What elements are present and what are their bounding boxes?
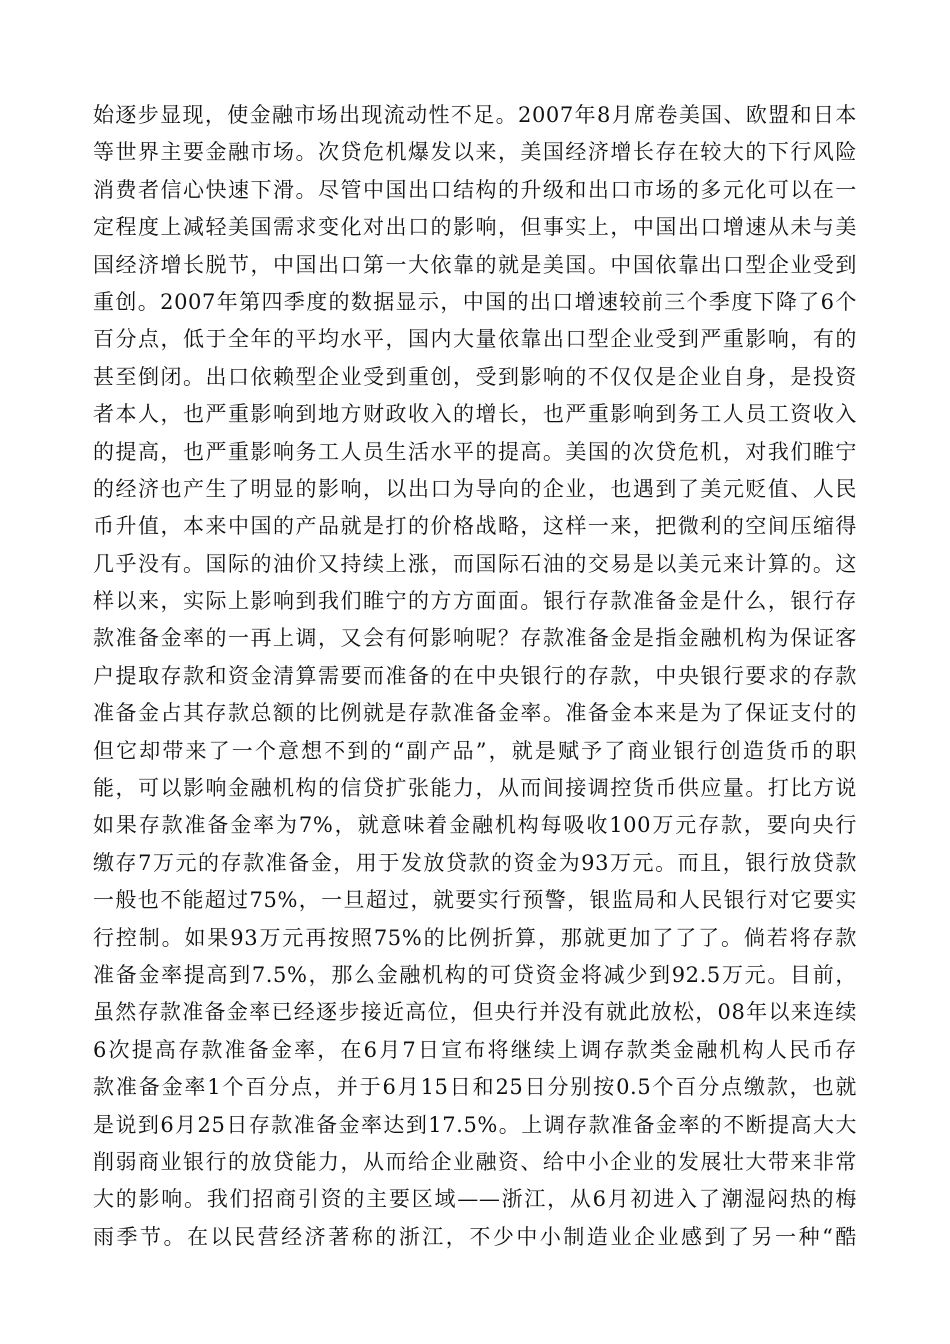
text-line: 但它却带来了一个意想不到的“副产品”，就是赋予了商业银行创造货币的职 xyxy=(93,738,857,763)
text-line: 是说到6月25日存款准备金率达到17.5%。上调存款准备金率的不断提高大大 xyxy=(93,1112,857,1137)
text-line: 百分点，低于全年的平均水平，国内大量依靠出口型企业受到严重影响，有的 xyxy=(93,327,857,352)
text-line: 虽然存款准备金率已经逐步接近高位，但央行并没有就此放松，08年以来连续 xyxy=(93,1000,857,1025)
text-line: 等世界主要金融市场。次贷危机爆发以来，美国经济增长存在较大的下行风险 xyxy=(93,140,857,165)
text-line: 准备金占其存款总额的比例就是存款准备金率。准备金本来是为了保证支付的 xyxy=(93,701,857,726)
text-line: 削弱商业银行的放贷能力，从而给企业融资、给中小企业的发展壮大带来非常 xyxy=(93,1149,857,1174)
text-line: 几乎没有。国际的油价又持续上涨，而国际石油的交易是以美元来计算的。这 xyxy=(93,551,857,576)
text-line: 国经济增长脱节，中国出口第一大依靠的就是美国。中国依靠出口型企业受到 xyxy=(93,252,857,277)
text-line: 雨季节。在以民营经济著称的浙江，不少中小制造业企业感到了另一种“酷 xyxy=(93,1224,857,1249)
text-line: 大的影响。我们招商引资的主要区域——浙江，从6月初进入了潮湿闷热的梅 xyxy=(93,1187,857,1212)
text-line: 币升值，本来中国的产品就是打的价格战略，这样一来，把微利的空间压缩得 xyxy=(93,514,857,539)
text-line: 行控制。如果93万元再按照75%的比例折算，那就更加了了了。倘若将存款 xyxy=(93,925,857,950)
text-line: 样以来，实际上影响到我们睢宁的方方面面。银行存款准备金是什么，银行存 xyxy=(93,589,857,614)
text-line: 款准备金率1个百分点，并于6月15日和25日分别按0.5个百分点缴款，也就 xyxy=(93,1075,857,1100)
text-line: 能，可以影响金融机构的信贷扩张能力，从而间接调控货币供应量。打比方说 xyxy=(93,776,857,801)
text-line: 的提高，也严重影响务工人员生活水平的提高。美国的次贷危机，对我们睢宁 xyxy=(93,439,857,464)
text-line: 定程度上减轻美国需求变化对出口的影响，但事实上，中国出口增速从未与美 xyxy=(93,215,857,240)
text-line: 消费者信心快速下滑。尽管中国出口结构的升级和出口市场的多元化可以在一 xyxy=(93,177,857,202)
text-line: 一般也不能超过75%，一旦超过，就要实行预警，银监局和人民银行对它要实 xyxy=(93,888,857,913)
text-line: 如果存款准备金率为7%，就意味着金融机构每吸收100万元存款，要向央行 xyxy=(93,813,857,838)
text-line: 准备金率提高到7.5%，那么金融机构的可贷资金将减少到92.5万元。目前， xyxy=(93,962,857,987)
body-text xyxy=(93,97,857,1256)
text-line: 始逐步显现，使金融市场出现流动性不足。2007年8月席卷美国、欧盟和日本 xyxy=(93,103,857,127)
text-line: 者本人，也严重影响到地方财政收入的增长，也严重影响到务工人员工资收入 xyxy=(93,402,857,427)
text-line: 6次提高存款准备金率，在6月7日宣布将继续上调存款类金融机构人民币存 xyxy=(93,1037,857,1062)
text-line: 甚至倒闭。出口依赖型企业受到重创，受到影响的不仅仅是企业自身，是投资 xyxy=(93,364,857,389)
text-line: 户提取存款和资金清算需要而准备的在中央银行的存款，中央银行要求的存款 xyxy=(93,663,857,688)
text-line: 缴存7万元的存款准备金，用于发放贷款的资金为93万元。而且，银行放贷款 xyxy=(93,850,857,875)
text-line: 的经济也产生了明显的影响，以出口为导向的企业，也遇到了美元贬值、人民 xyxy=(93,476,857,501)
text-line: 重创。2007年第四季度的数据显示，中国的出口增速较前三个季度下降了6个 xyxy=(93,289,857,314)
text-line: 款准备金率的一再上调，又会有何影响呢？存款准备金是指金融机构为保证客 xyxy=(93,626,857,651)
